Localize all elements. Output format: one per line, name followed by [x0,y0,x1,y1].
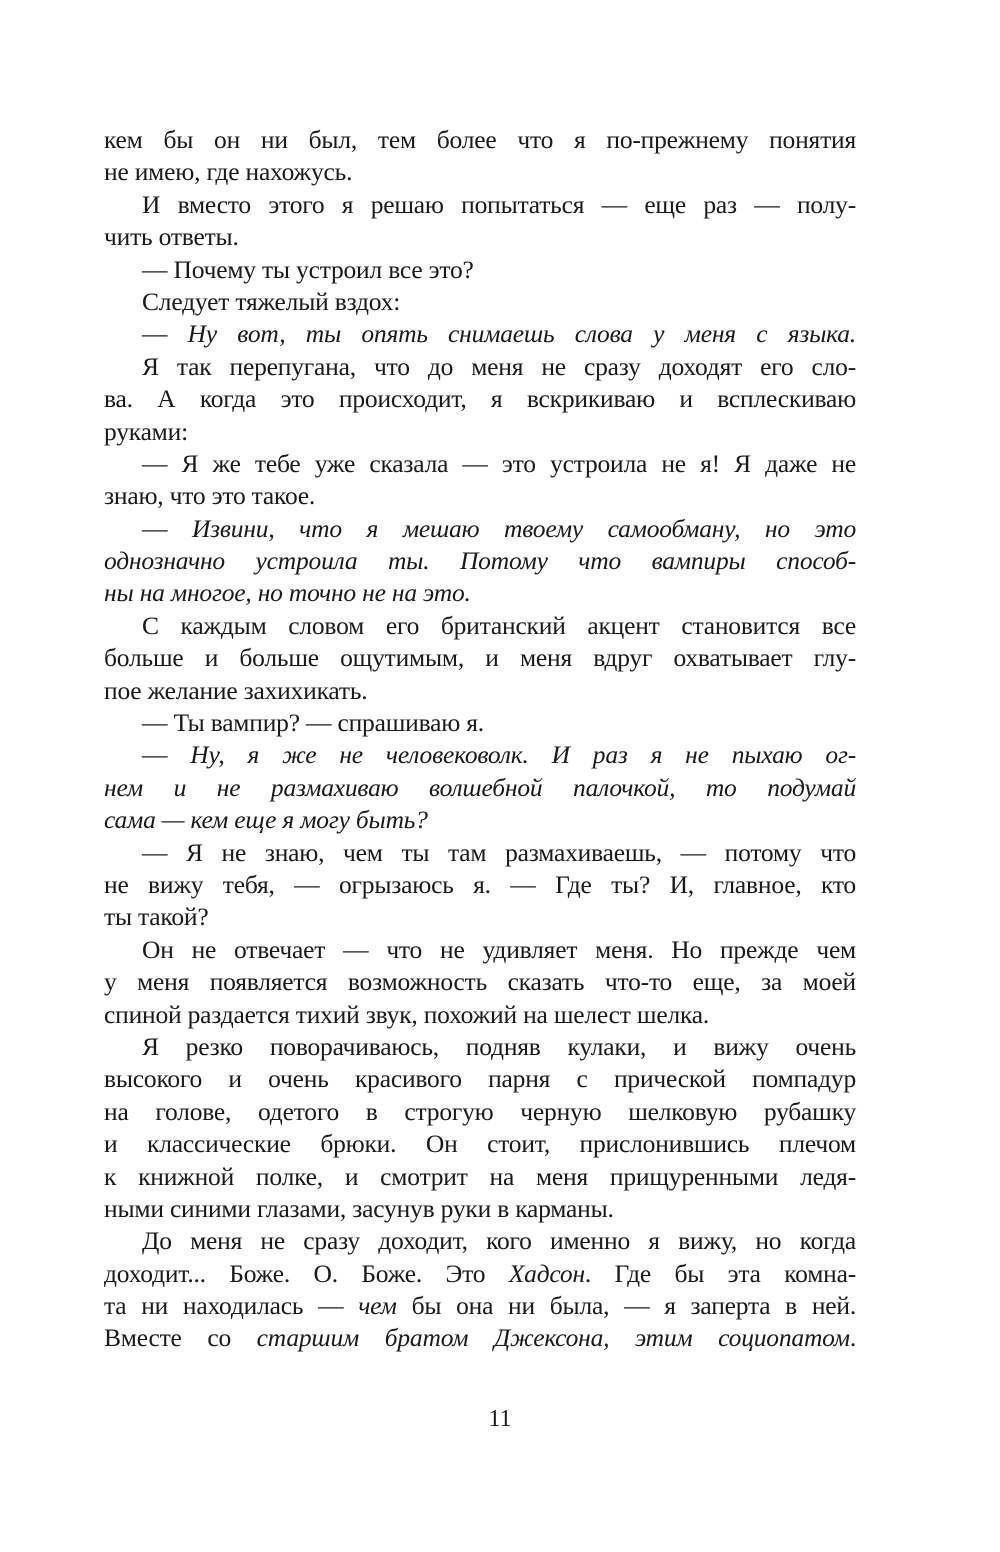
text-line [104,1128,856,1160]
text-segment: пое желание захихикать. [104,675,368,705]
text-segment: . [849,1323,856,1353]
text-line [104,383,856,415]
italic-text: чем [358,1291,397,1321]
text-segment: — Ты вампир? — спрашиваю я. [142,708,484,738]
text-line [104,837,856,869]
italic-text: однозначно устроила ты. Потому что вампиры способ- [104,546,856,576]
text-line [104,545,856,577]
text-line [104,416,856,448]
text-segment: чить ответы. [104,222,239,252]
text-line [104,739,856,771]
text-segment: С каждым словом его британский акцент становится все [142,610,856,640]
text-segment: Следует тяжелый вздох: [142,286,401,316]
text-segment: — [142,319,188,349]
text-line [104,772,856,804]
text-segment: До меня не сразу доходит, кого именно я вижу, но когда [142,1226,856,1256]
text-segment: Вместе со [104,1323,257,1353]
text-line [104,189,856,221]
text-segment: руками: [104,416,188,446]
text-line [104,675,856,707]
text-segment: кем бы он ни был, тем более что я по-прежнему понятия [104,125,856,154]
italic-text: старшим братом Джексона, этим социопатом [256,1323,850,1353]
text-segment: ва. А когда это происходит, я вскрикиваю и всплескиваю [104,384,856,414]
text-line [104,221,856,253]
text-line [104,1225,856,1257]
italic-text: Ну, я же не человековолк. И раз я не пыхаю ог- [190,740,856,770]
text-line [104,707,856,739]
text-line [104,804,856,836]
text-segment: у меня появляется возможность сказать что-то еще, за моей [104,967,856,997]
text-line [104,999,856,1031]
text-segment: не имею, где нахожусь. [104,157,353,187]
text-line [104,351,856,383]
body-text [104,124,856,1355]
text-segment: больше и больше ощутимым, и меня вдруг охватывает глу- [104,643,856,673]
text-line [104,156,856,188]
text-segment: к книжной полке, и смотрит на меня прищуренными ледя- [104,1161,856,1191]
text-line [104,869,856,901]
italic-text: сама — кем еще я могу быть? [104,805,428,835]
text-line [104,1322,856,1354]
text-line [104,1096,856,1128]
text-segment: спиной раздается тихий звук, похожий на шелест шелка. [104,999,710,1029]
text-segment: та ни находилась — [104,1291,359,1321]
text-segment: — [142,740,191,770]
text-line [104,1161,856,1193]
italic-text: ны на многое, но точно не на это. [104,578,471,608]
text-segment: на голове, одетого в строгую черную шелковую рубашку [104,1096,856,1126]
text-line [104,1063,856,1095]
text-line [104,610,856,642]
italic-text: Хадсон [508,1258,585,1288]
text-segment: Я так перепугана, что до меня не сразу доходят его сло- [142,351,856,381]
text-line [104,513,856,545]
text-line [104,1193,856,1225]
text-line [104,254,856,286]
text-line [104,1290,856,1322]
text-line [104,286,856,318]
text-segment: И вместо этого я решаю попытаться — еще раз — полу- [142,189,856,219]
text-line [104,577,856,609]
text-line [104,901,856,933]
page-number: 11 [488,1406,512,1432]
text-line [104,124,856,156]
text-segment: — Я же тебе уже сказала — это устроила не я! Я даже не [142,448,856,478]
italic-text: Извини, что я мешаю твоему самообману, но это [191,513,857,543]
text-segment: высокого и очень красивого парня с прической помпадур [104,1064,856,1094]
text-segment: доходит... Боже. О. Боже. Это [104,1258,509,1288]
text-line [104,642,856,674]
italic-text: Ну вот, ты опять снимаешь слова у меня с языка. [187,319,856,349]
text-segment: — [142,513,192,543]
text-line [104,934,856,966]
text-segment: Он не отвечает — что не удивляет меня. Но прежде чем [142,934,856,964]
text-segment: ными синими глазами, засунув руки в карманы. [104,1193,614,1223]
text-line [104,448,856,480]
text-segment: . Где бы эта комна- [584,1258,856,1288]
text-segment: ты такой? [104,902,209,932]
text-line [104,1258,856,1290]
text-line [104,966,856,998]
text-segment: Я резко поворачиваюсь, подняв кулаки, и вижу очень [142,1031,856,1061]
italic-text: нем и не размахиваю волшебной палочкой, то подумай [104,772,856,802]
text-segment: — Я не знаю, чем ты там размахиваешь, — потому что [142,837,856,867]
text-line [104,318,856,350]
text-segment: и классические брюки. Он стоит, прислонившись плечом [104,1129,856,1159]
text-segment: знаю, что это такое. [104,481,316,511]
text-segment: бы она ни была, — я заперта в ней. [396,1291,857,1321]
text-segment: не вижу тебя, — огрызаюсь я. — Где ты? И, главное, кто [104,869,856,899]
text-line [104,1031,856,1063]
text-segment: — Почему ты устроил все это? [142,254,474,284]
text-line [104,480,856,512]
